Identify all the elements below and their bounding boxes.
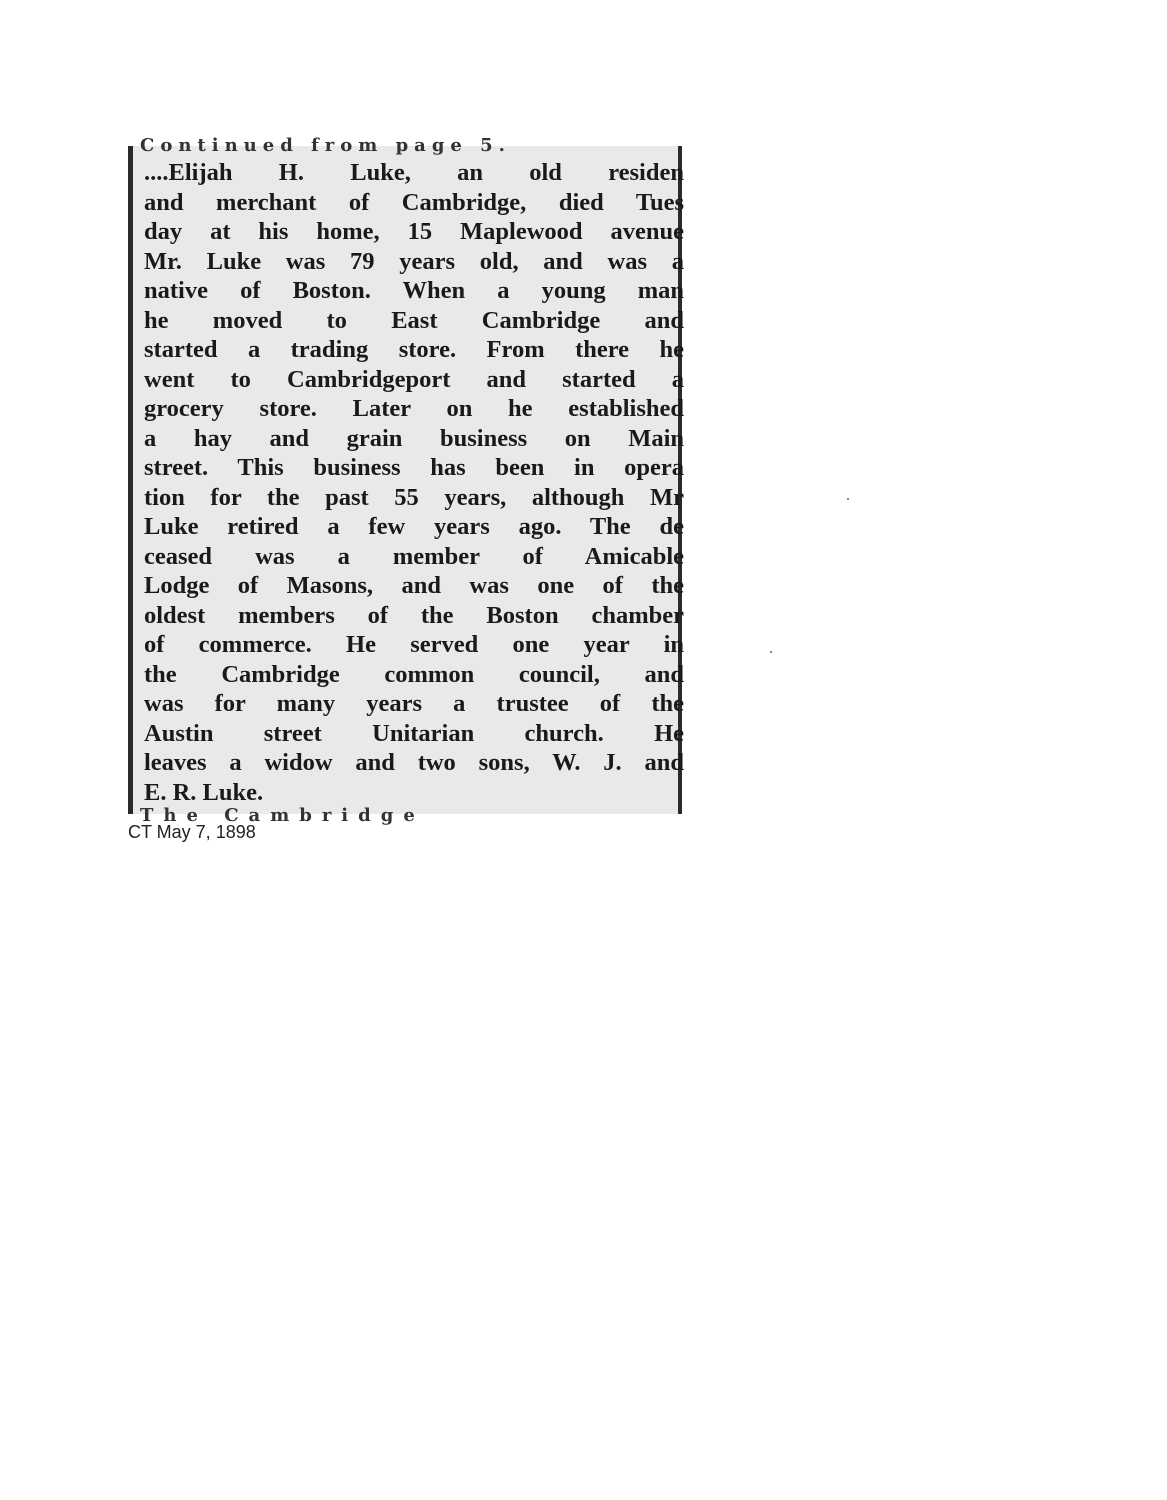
article-line: Lodge of Masons, and was one of the [144, 572, 684, 599]
article-line: leaves a widow and two sons, W. J. and [144, 749, 684, 776]
obituary-text [144, 158, 704, 807]
article-line: the Cambridge common council, and [144, 660, 684, 688]
article-line: street. This business has been in opera [144, 454, 684, 481]
article-line: ....Elijah H. Luke, an old residen [144, 159, 684, 186]
article-line: started a trading store. From there he [144, 336, 684, 363]
article-line: Luke retired a few years ago. The de [144, 513, 684, 540]
article-line: was for many years a trustee of the [144, 690, 684, 717]
article-line: day at his home, 15 Maplewood avenue [144, 218, 684, 245]
article-line: native of Boston. When a young man [144, 277, 684, 304]
scan-speck [847, 498, 849, 500]
article-line: tion for the past 55 years, although Mr [144, 483, 684, 511]
article-line: Austin street Unitarian church. He [144, 719, 684, 747]
article-line: E. R. Luke. [144, 778, 264, 806]
article-line: of commerce. He served one year in [144, 631, 684, 658]
article-line: Mr. Luke was 79 years old, and was a [144, 247, 684, 275]
clipping-top-fragment: Continued from page 5. [140, 135, 511, 156]
clipping-bottom-fragment: The Cambridge [140, 805, 425, 826]
article-line: a hay and grain business on Main [144, 424, 684, 452]
column-rule-left [128, 146, 133, 814]
article-line: ceased was a member of Amicable [144, 542, 684, 570]
article-line: went to Cambridgeport and started a [144, 365, 684, 393]
scan-speck [770, 651, 772, 653]
article-line: he moved to East Cambridge and [144, 306, 684, 334]
article-line: and merchant of Cambridge, died Tues [144, 188, 684, 216]
newspaper-clipping [128, 135, 684, 826]
article-line: grocery store. Later on he established [144, 395, 684, 422]
article-line: oldest members of the Boston chamber [144, 601, 684, 629]
clipping-caption: CT May 7, 1898 [128, 822, 256, 842]
